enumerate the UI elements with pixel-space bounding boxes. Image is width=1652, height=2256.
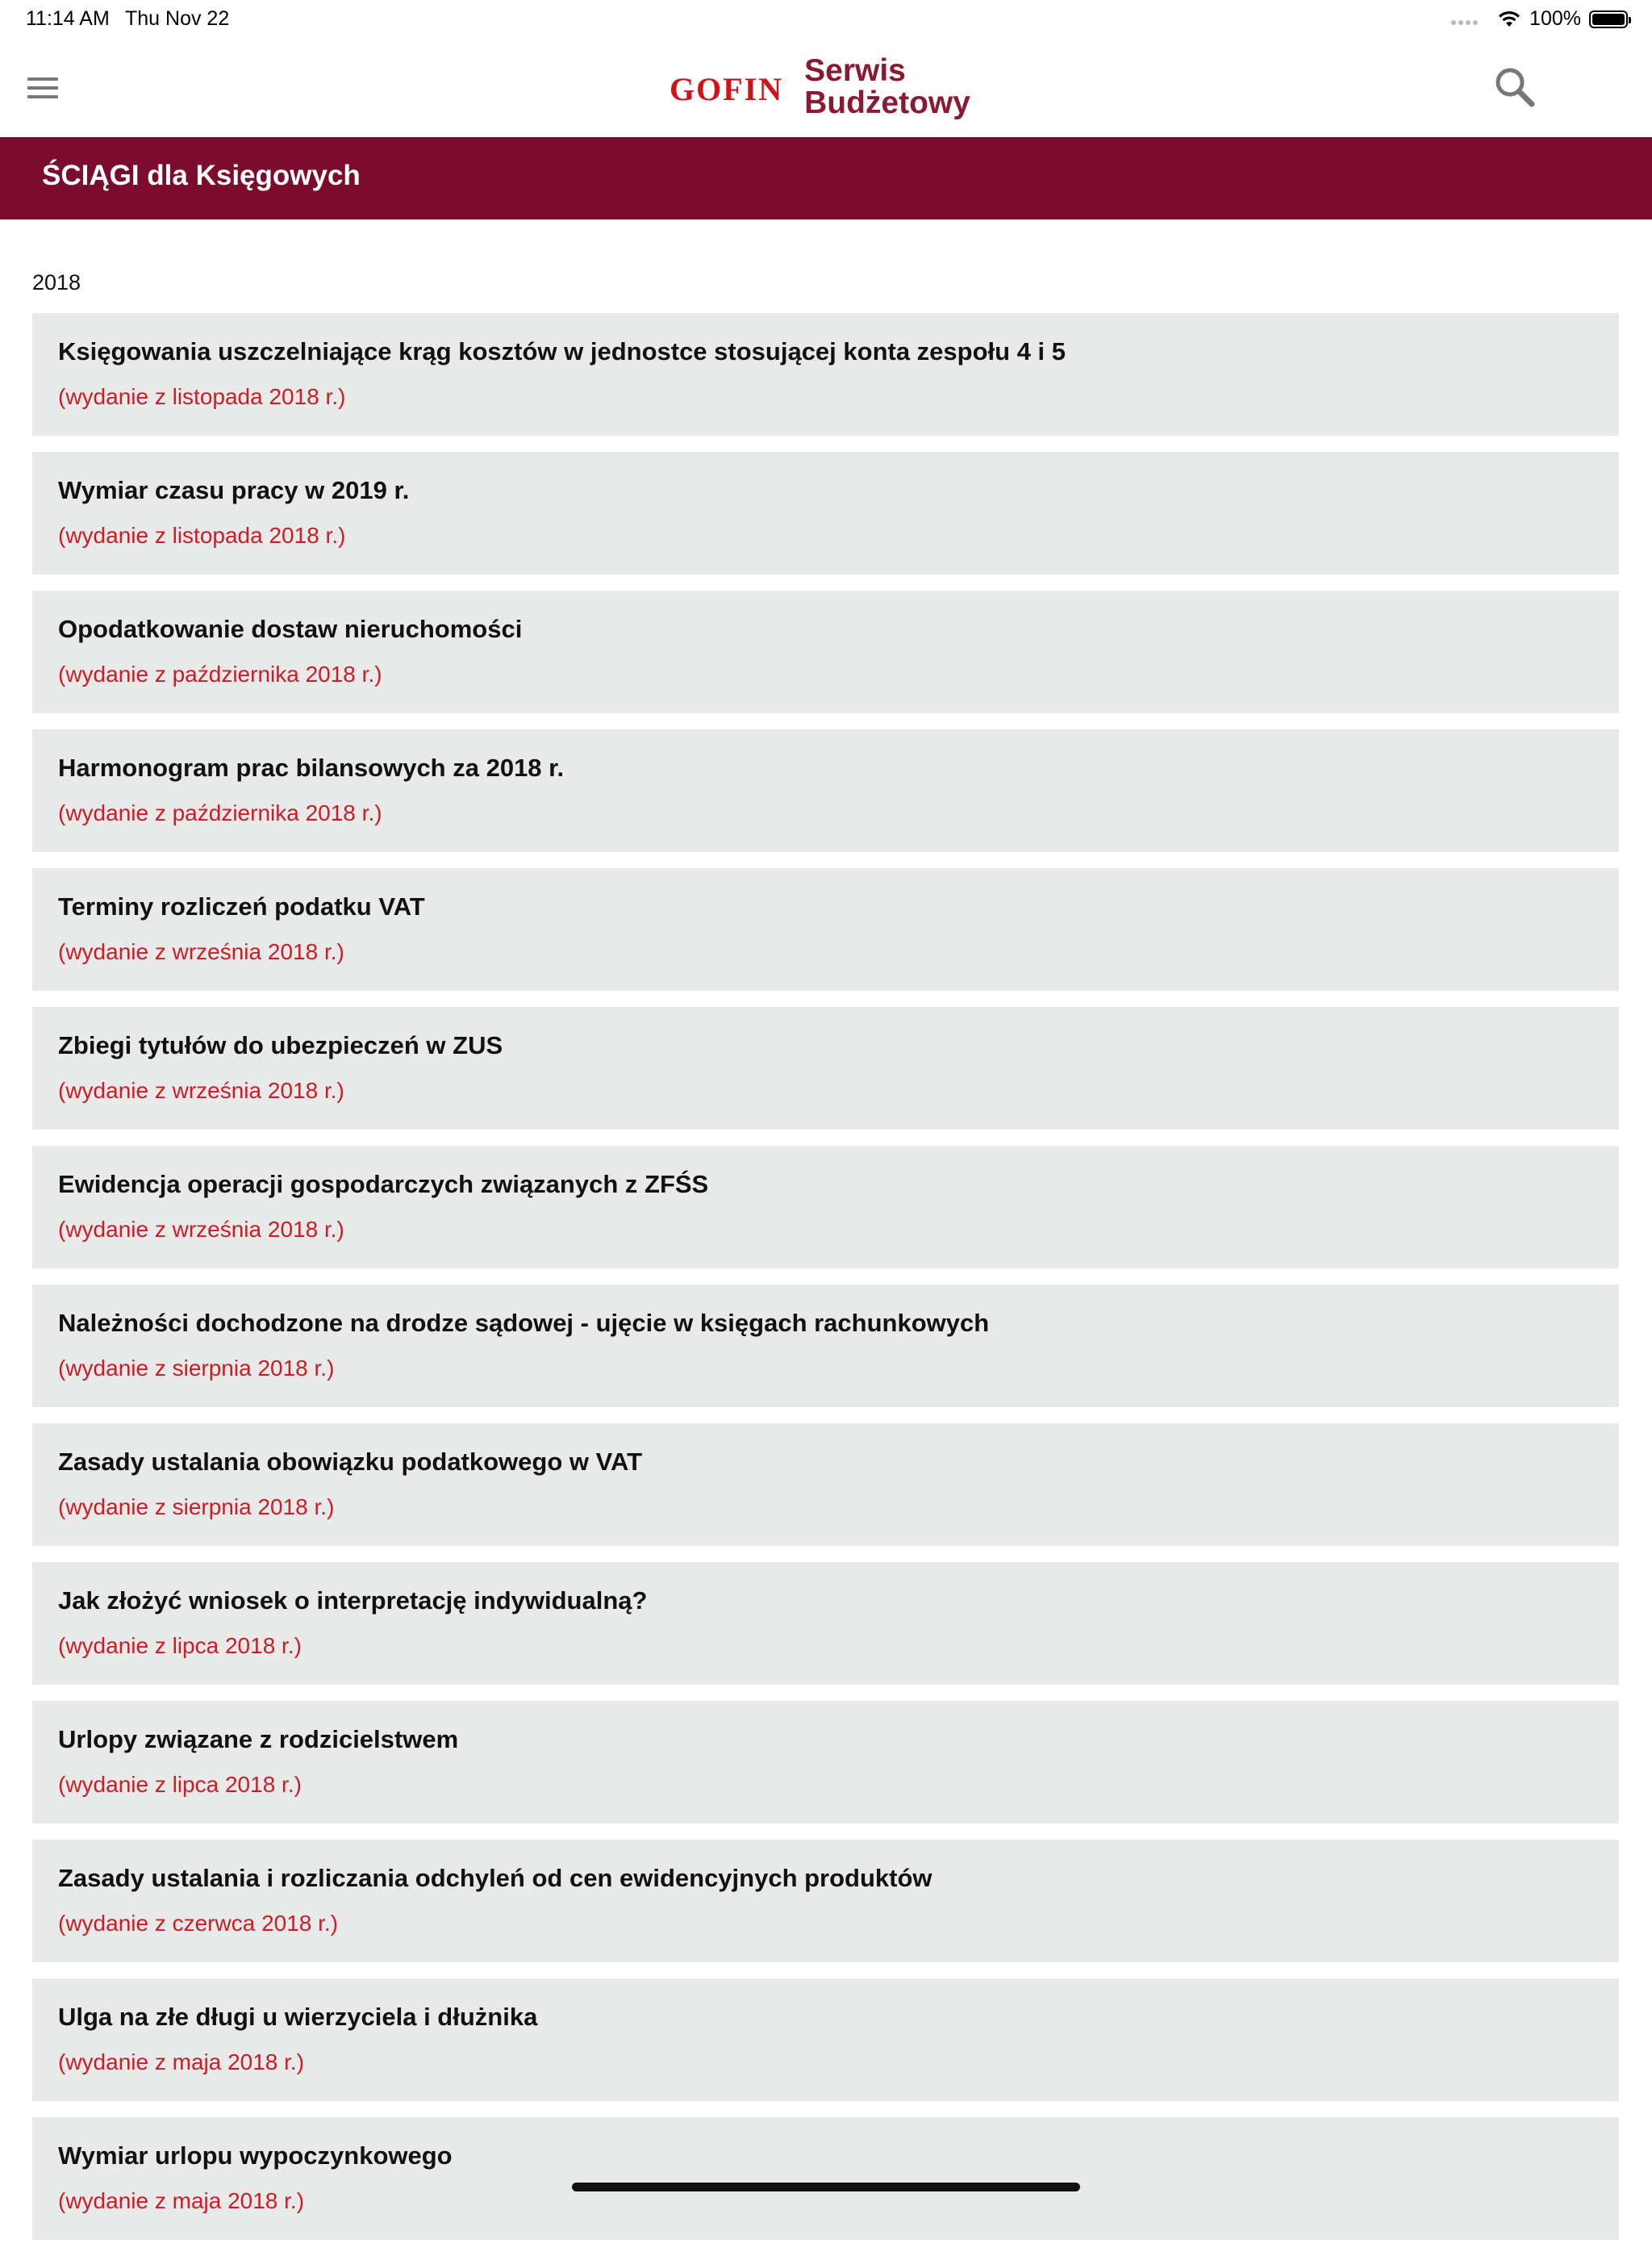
item-title: Ewidencja operacji gospodarczych związanych z ZFŚS [58, 1170, 709, 1198]
list-item[interactable] [32, 1562, 1619, 1685]
item-title: Ulga na złe długi u wierzyciela i dłużnika [58, 2003, 538, 2031]
section-title-bar [0, 137, 1652, 219]
item-title: Zasady ustalania i rozliczania odchyleń od cen ewidencyjnych produktów [58, 1864, 932, 1892]
year-heading: 2018 [32, 270, 81, 295]
list-item[interactable] [32, 1701, 1619, 1824]
search-icon[interactable] [1492, 65, 1537, 110]
item-title: Terminy rozliczeń podatku VAT [58, 892, 425, 921]
item-title: Wymiar urlopu wypoczynkowego [58, 2141, 453, 2170]
item-title: Wymiar czasu pracy w 2019 r. [58, 476, 410, 504]
item-title: Zbiegi tytułów do ubezpieczeń w ZUS [58, 1031, 503, 1059]
item-edition: (wydanie z sierpnia 2018 r.) [58, 1494, 335, 1519]
list-item[interactable] [32, 313, 1619, 436]
item-edition: (wydanie z listopada 2018 r.) [58, 384, 346, 409]
hamburger-menu-icon[interactable] [27, 77, 58, 102]
list-item[interactable] [32, 1840, 1619, 1962]
logo-serwis-text [804, 55, 970, 119]
list-item[interactable] [32, 1146, 1619, 1268]
home-indicator[interactable] [572, 2183, 1080, 2191]
item-edition: (wydanie z października 2018 r.) [58, 800, 382, 825]
list-item[interactable] [32, 1423, 1619, 1546]
list-item[interactable] [32, 868, 1619, 991]
item-title: Opodatkowanie dostaw nieruchomości [58, 615, 523, 643]
list-item[interactable] [32, 729, 1619, 852]
list-item[interactable] [32, 1007, 1619, 1130]
logo-line-1: Serwis [804, 53, 906, 88]
item-edition: (wydanie z września 2018 r.) [58, 939, 344, 964]
status-indicators [1451, 7, 1628, 31]
gofin-logo[interactable] [670, 55, 970, 119]
status-bar [0, 0, 1652, 37]
wifi-icon [1497, 10, 1521, 28]
logo-line-2: Budżetowy [804, 86, 970, 120]
list-item[interactable] [32, 1978, 1619, 2101]
item-edition: (wydanie z września 2018 r.) [58, 1217, 344, 1242]
list-item[interactable] [32, 1285, 1619, 1407]
list-item[interactable] [32, 2117, 1619, 2240]
page-title: ŚCIĄGI dla Księgowych [42, 160, 361, 191]
battery-percent: 100% [1529, 7, 1581, 30]
item-title: Należności dochodzone na drodze sądowej - ujęcie w księgach rachunkowych [58, 1309, 990, 1337]
status-date: Thu Nov 22 [125, 7, 230, 30]
item-title: Harmonogram prac bilansowych za 2018 r. [58, 754, 565, 782]
item-edition: (wydanie z września 2018 r.) [58, 1078, 344, 1103]
cellular-signal-icon [1451, 20, 1478, 25]
item-title: Urlopy związane z rodzicielstwem [58, 1725, 459, 1753]
item-edition: (wydanie z czerwca 2018 r.) [58, 1911, 339, 1936]
cheatsheet-list [32, 313, 1619, 2256]
item-edition: (wydanie z sierpnia 2018 r.) [58, 1356, 335, 1381]
item-title: Jak złożyć wniosek o interpretację indywidualną? [58, 1586, 648, 1615]
battery-icon [1589, 10, 1628, 28]
item-edition: (wydanie z lipca 2018 r.) [58, 1772, 302, 1797]
list-item[interactable] [32, 591, 1619, 713]
item-title: Księgowania uszczelniające krąg kosztów w jednostce stosującej konta zespołu 4 i 5 [58, 337, 1066, 366]
item-edition: (wydanie z października 2018 r.) [58, 662, 382, 687]
item-title: Zasady ustalania obowiązku podatkowego w VAT [58, 1448, 643, 1476]
item-edition: (wydanie z lipca 2018 r.) [58, 1633, 302, 1658]
list-item[interactable] [32, 452, 1619, 574]
logo-gofin-text: GOFIN [670, 70, 784, 107]
item-edition: (wydanie z listopada 2018 r.) [58, 523, 346, 548]
item-edition: (wydanie z maja 2018 r.) [58, 2188, 305, 2213]
app-header [0, 37, 1652, 137]
status-time: 11:14 AM [26, 7, 110, 30]
item-edition: (wydanie z maja 2018 r.) [58, 2049, 305, 2074]
